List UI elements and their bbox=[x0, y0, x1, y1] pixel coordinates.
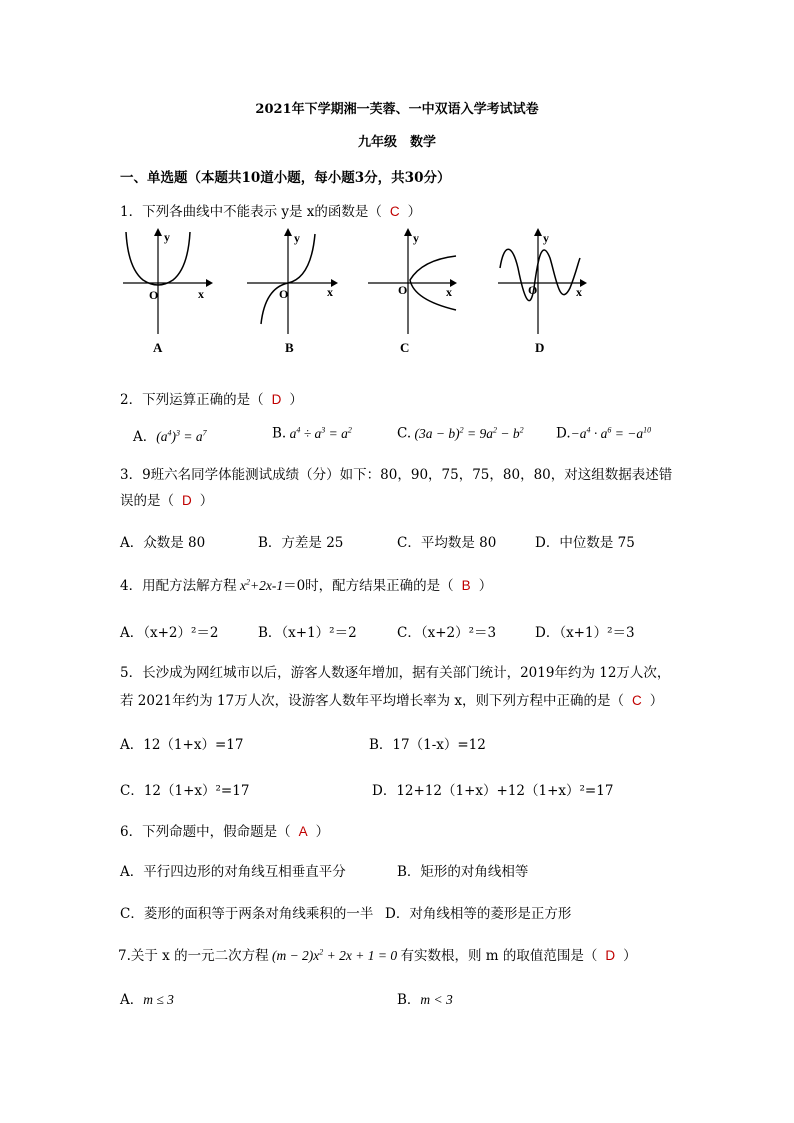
q4-equation: $x^2+2x-1$ bbox=[236, 577, 284, 593]
question-4-text-post: ＝0时，配方结果正确的是（ bbox=[283, 578, 454, 594]
q6-option-b: B．矩形的对角线相等 bbox=[397, 864, 529, 880]
option-label: A． bbox=[133, 429, 157, 445]
question-1 bbox=[120, 200, 421, 220]
q7-option-a bbox=[120, 988, 174, 1008]
question-4-text-pre: 4．用配方法解方程 bbox=[120, 578, 237, 594]
q6-option-a: A．平行四边形的对角线互相垂直平分 bbox=[120, 864, 346, 880]
origin-label: O bbox=[528, 283, 538, 297]
origin-label: O bbox=[279, 287, 289, 301]
q3-option-a: A．众数是 80 bbox=[120, 535, 206, 551]
option-label: B． bbox=[397, 992, 421, 1008]
question-5-close: ） bbox=[649, 693, 664, 709]
y-label: y bbox=[413, 231, 419, 245]
option-label: D. bbox=[556, 425, 571, 442]
graph-b bbox=[243, 228, 343, 340]
x-label: x bbox=[327, 285, 333, 299]
graph-a bbox=[118, 228, 218, 340]
q4-option-d: D．（x+1）²＝3 bbox=[535, 625, 635, 641]
exam-title: 2021年下学期湘一芙蓉、一中双语入学考试试卷 bbox=[255, 102, 539, 117]
origin-label: O bbox=[398, 283, 408, 297]
option-label: B. bbox=[272, 425, 287, 442]
question-3-line1: 3．9班六名同学体能测试成绩（分）如下：80，90，75，75，80，80，对这组数据表述错 bbox=[120, 467, 673, 483]
q4-option-a: A．（x+2）²＝2 bbox=[120, 625, 219, 641]
question-1-answer: C bbox=[389, 204, 400, 219]
question-5-line2 bbox=[120, 689, 663, 709]
question-5-answer: C bbox=[632, 693, 642, 708]
question-7-answer: D bbox=[605, 948, 616, 963]
x-label: x bbox=[446, 285, 452, 299]
question-2-close: ） bbox=[289, 392, 303, 408]
option-formula: m < 3 bbox=[420, 992, 453, 1007]
y-arrow bbox=[404, 228, 412, 236]
q3-option-d: D．中位数是 75 bbox=[535, 535, 635, 551]
y-arrow bbox=[154, 228, 162, 236]
question-2-text: 2．下列运算正确的是（ bbox=[120, 392, 264, 408]
question-5-text: 若 2021年约为 17万人次，设游客人数年平均增长率为 x，则下列方程中正确的是（ bbox=[120, 693, 625, 709]
q5-option-b: B．17（1-x）=12 bbox=[369, 737, 486, 753]
curve bbox=[500, 249, 580, 300]
question-6-text: 6．下列命题中，假命题是（ bbox=[120, 824, 291, 840]
option-formula: $(3a - b)^2 = 9a^2 - b^2$ bbox=[411, 425, 524, 441]
x-label: x bbox=[576, 285, 582, 299]
question-4 bbox=[120, 574, 492, 594]
q4-option-b: B．（x+1）²＝2 bbox=[258, 625, 357, 641]
x-arrow bbox=[206, 279, 213, 287]
question-5-line1: 5．长沙成为网红城市以后，游客人数逐年增加，据有关部门统计，2019年约为 12万人次， bbox=[120, 665, 671, 681]
x-label: x bbox=[198, 287, 204, 301]
question-7-close: ） bbox=[623, 948, 637, 964]
option-formula: $-a^4 \cdot a^6 = -a^{10}$ bbox=[570, 425, 652, 441]
graph-b-label: B bbox=[285, 340, 294, 355]
q5-option-a: A．12（1+x）=17 bbox=[120, 737, 244, 753]
exam-subtitle: 九年级 数学 bbox=[357, 135, 436, 150]
question-3-line2 bbox=[120, 489, 213, 509]
y-arrow bbox=[284, 228, 292, 236]
question-4-close: ） bbox=[478, 578, 493, 594]
graph-c-label: C bbox=[400, 340, 410, 355]
option-formula: $(a^4)^3 = a^7$ bbox=[156, 428, 207, 444]
q4-option-c: C．（x+2）²＝3 bbox=[397, 625, 497, 641]
question-2-answer: D bbox=[271, 392, 282, 407]
graph-d-label: D bbox=[535, 340, 545, 355]
q2-option-c bbox=[397, 425, 524, 442]
q3-option-b: B．方差是 25 bbox=[258, 535, 344, 551]
question-3-answer: D bbox=[182, 493, 192, 508]
question-2 bbox=[120, 388, 303, 408]
q6-option-d: D．对角线相等的菱形是正方形 bbox=[385, 906, 572, 922]
q2-option-a bbox=[133, 425, 207, 445]
graph-a-label: A bbox=[153, 340, 163, 355]
graph-d bbox=[494, 228, 594, 340]
question-7 bbox=[118, 944, 637, 964]
q6-option-c: C．菱形的面积等于两条对角线乘积的一半 bbox=[120, 906, 374, 922]
question-4-answer: B bbox=[461, 578, 471, 593]
graph-c bbox=[364, 228, 464, 340]
y-label: y bbox=[164, 230, 170, 244]
question-7-text-pre: 7.关于 x 的一元二次方程 bbox=[118, 948, 269, 964]
section-heading: 一、单选题（本题共10道小题，每小题3分，共30分） bbox=[120, 170, 451, 186]
y-arrow bbox=[534, 228, 542, 236]
question-1-text: 1．下列各曲线中不能表示 y是 x的函数是（ bbox=[120, 204, 382, 220]
q3-option-c: C．平均数是 80 bbox=[397, 535, 497, 551]
question-3-close: ） bbox=[199, 493, 214, 509]
q7-equation: $(m - 2)x^2 + 2x + 1 = 0$ bbox=[268, 947, 401, 963]
question-7-text-post: 有实数根，则 m 的取值范围是（ bbox=[400, 948, 598, 964]
question-6 bbox=[120, 820, 329, 840]
option-formula: m ≤ 3 bbox=[143, 992, 174, 1007]
question-1-close: ） bbox=[407, 204, 422, 220]
option-label: A． bbox=[120, 992, 144, 1008]
q5-option-d: D．12+12（1+x）+12（1+x）²=17 bbox=[372, 783, 614, 799]
option-label: C. bbox=[397, 425, 412, 442]
question-3-text: 误的是（ bbox=[120, 493, 174, 509]
option-formula: $a^4 \div a^3 = a^2$ bbox=[286, 425, 352, 441]
question-6-close: ） bbox=[315, 824, 330, 840]
q7-option-b bbox=[397, 988, 453, 1008]
question-6-answer: A bbox=[298, 824, 308, 839]
q2-option-d bbox=[556, 425, 651, 442]
origin-label: O bbox=[149, 288, 159, 302]
y-label: y bbox=[294, 231, 300, 245]
q5-option-c: C．12（1+x）²=17 bbox=[120, 783, 250, 799]
q2-option-b bbox=[272, 425, 352, 442]
y-label: y bbox=[543, 231, 549, 245]
